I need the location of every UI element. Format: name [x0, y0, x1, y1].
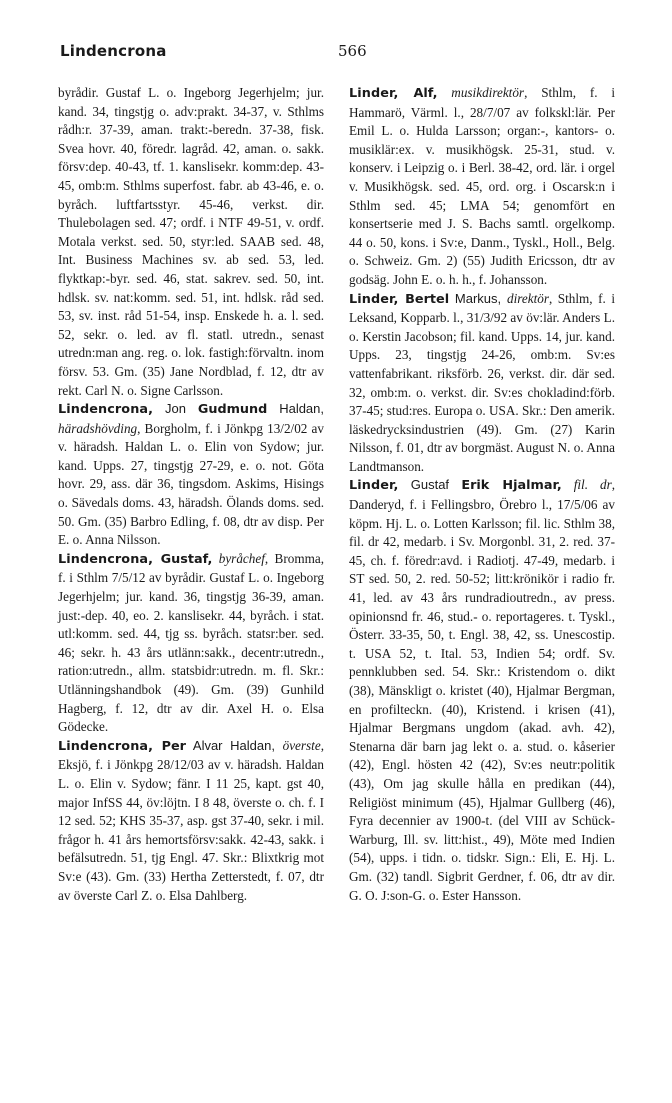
entry-linder-bertel: [349, 290, 615, 477]
entry-given-name-rest: Markus,: [449, 290, 507, 306]
entry-given-name-bold: Gudmund: [197, 402, 268, 418]
entry-given-name-bold: Bertel: [398, 291, 450, 307]
entry-text: , Eksjö, f. i Jönkpg 28/12/03 av v. häradsh. Haldan L. o. Elin v. Sydow; fänr. I 11 25, kapt. gst 40, major InfSS 44, öv:löjtn. I 8 48, överste o. ch. f. I 12 sed. 52; KHS 35-37, asp. gst 37-40, sekr. i mil. frågor h. 41 års hemortsförsv:sakk. 42-43, sakk. i befälsutredn. 51, tjg Engl. 47. Skr.: Blixtkrig mot Sv:e (43). Gm. (33) Hertha Zetterstedt, f. 07, dtr av överste Carl Z. o. Elsa Dahlberg.: [58, 737, 324, 903]
entry-lindencrona-jon-gudmund: [58, 400, 324, 550]
entry-title: häradshövding: [58, 420, 138, 436]
entry-surname: Lindencrona,: [58, 738, 154, 754]
entry-title: överste: [282, 737, 321, 753]
entry-given-name: Jon: [153, 401, 198, 417]
entry-given-name-bold: Gustaf,: [153, 551, 213, 567]
entry-text: , Borgholm, f. i Jönkpg 13/2/02 av v. häradsh. Haldan L. o. Elin von Sydow; jur. kand. Upps. 27, tingstjg 27-29, e. o. not. Göta hovr. 29, ass. där 36, tingsdom. Askims, Hisings o. Sävedals doms. 43, häradsh. Ölands doms. sed. 50. Gm. (35) Barbro Edling, f. 08, dtr av disp. Per E. o. Anna Nilsson.: [58, 420, 324, 548]
entry-title: direktör: [506, 290, 549, 306]
entry-surname: Linder,: [349, 291, 399, 307]
entry-text: , Danderyd, f. i Fellingsbro, Örebro l., 17/5/06 av köpm. Hj. L. o. Lotten Karlsson; fil. lic. Sthlm 38, fil. dr 42, medarb. i Sv. Morgonbl. 31, 2. red. 37-45, ch. f. föredr:avd. i Radiotj. 47-49, medarb. i ST sed. 50, 2. red. 50-52; litt:krönikör i radio fr. 41, led. av 43 års rundradioutredn., av press. opinionsnd fr. 46, stud.- o. reportageres. t. Tyskl., Österr. 33-35, 50, t. Engl. 38, 42, ss. Unescostip. t. USA 52, t. Ital. 53, Indien 54; ordf. Sv. pennklubben sed. 54. Skr.: Kristendom o. dikt (38), Mänskligt o. kristet (40), Hjalmar Bergman, en profilteckn. (40), Kristend. i krisen (41), Hjalmar Bergmans ungdom (akad. avh. 42), Stenarna där barn jag lekt o. a. stud. o. kåserier (42), Engl. hösten 42 (42), Sv:es neutr:politik (43), Om jag skulle hålla en predikan (44), Religiöst minimum (45), Hjalmar Gullberg (46), Fyra decennier av 1900-t. (del VIII av Schück-Warburg, Ill. sv. litt:hist., 49), Möte med Indien (54), upps. i tidn. o. tidskr. Sign.: Eli, E. Hj. L. Gm. (32) tandl. Sigbrit Gerdner, f. 06, dtr av dir. G. O. J:son-G. o. Ester Hansson.: [349, 477, 615, 903]
right-column: [349, 84, 615, 905]
entry-given-name: Gustaf: [398, 477, 462, 493]
entry-surname: Linder,: [349, 478, 399, 494]
running-head: Lindencrona: [60, 42, 167, 60]
entry-linder-gustaf-erik: [349, 476, 615, 905]
entry-text: , Bromma, f. i Sthlm 7/5/12 av byrådir. Gustaf L. o. Ingeborg Jegerhjelm; jur. kand. 36, tingstjg 36-39, aman. just:-dep. 40, eo. 2. kanslisekr. 44, byråch. i stat. utl:komm. sed. 44, tjg ss. byråch. statsr:ber. sed. 46; sekr. h. 43 års utlänn:sakk., decentr:utredn., ration:utredn., allm. statsbidr:utredn. m. fl. Skr.: Utlänningshandbok (49). Gm. (39) Gunhild Hagberg, f. 12, dtr av dir. Axel H. o. Elsa Gödecke.: [58, 550, 324, 735]
entry-text: , Sthlm, f. i Hammarö, Värml. l., 28/7/07 av folkskl:lär. Per Emil L. o. Hulda Larsson; organ:-, kantors- o. musiklär:ex. v. musikhögsk. 25-31, stud. v. konserv. i Leipzig o. i Berl. 38-42, ord. lär. i orgel v. Musikhögsk. sed. 45, ord. org. i Oscarsk:n i Sthlm sed. 45; LMA 54; genomfört en konsertserie med J. S. Bachs samtl. orgelkomp. 44 o. 50, kons. i Sv:e, Danm., Tyskl., Holl., Belg. o. Schweiz. Gm. 2) (55) Judith Ericsson, dtr av godsäg. John E. o. h. h., f. Johansson.: [349, 85, 615, 287]
entry-title: fil. dr: [561, 477, 612, 493]
entry-lindencrona-gustaf: [58, 550, 324, 737]
entry-lindencrona-per: [58, 737, 324, 905]
entry-linder-alf: [349, 84, 615, 290]
entry-surname: Lindencrona,: [58, 402, 154, 418]
page-header: [60, 42, 615, 66]
entry-continuation: [58, 84, 324, 400]
entry-text: byrådir. Gustaf L. o. Ingeborg Jegerhjelm; jur. kand. 34, tingstjg o. adv:prakt. 34-37, v. Sthlms rådh:r. 37-39, aman. trakt:-beredn. 37-38, fisk. Svea hovr. 40, föredr. lagråd. 42, aman. o. sakk. försv:dep. 40-43, tf. 1. kanslisekr. komm:dep. 43-45, omb:m. Sthlms superfost. fabr. ab 43-46, e. o. byråch. luftfartsstyr. 45-46, verkst. dir. Thulebolagen sed. 47; ordf. i NTF 49-51, v. ordf. Motala verkst. sed. 50, styr:led. SAAB sed. 48, Int. Business Machines sv. ab sed. 53, led. flyktkap:-byr. sed. 46, stat. sakrev. sed. 50, int. hdlsk. sv. nat:komm. sed. 51, int. hdlsk. råd sed. 53, sv. inst. råd 51-54, insp. Enskede h. a. l. sed. 52, sekr. o. led. av fl. statl. utredn., senast utredn:man ang. reg. o. lok. fastigh:förvaltn. inom försv. 53. Gm. (35) Jane Nordblad, f. 12, dtr av rekt. Carl N. o. Signe Carlsson.: [58, 85, 324, 398]
entry-surname: Lindencrona,: [58, 551, 154, 567]
entry-given-name-rest: Alvar Haldan,: [185, 737, 283, 753]
entry-given-name-bold: Alf,: [398, 86, 438, 101]
entry-title: byråchef: [212, 550, 265, 566]
left-column: [58, 84, 324, 905]
page-number: 566: [338, 42, 367, 60]
entry-given-name-bold: Erik Hjalmar,: [461, 478, 562, 494]
entry-given-name-rest: Haldan,: [267, 401, 325, 417]
entry-given-name-bold: Per: [153, 738, 186, 754]
entry-surname: Linder,: [349, 86, 399, 101]
entry-title: musikdirektör: [437, 85, 525, 100]
entry-text: , Sthlm, f. i Leksand, Kopparb. l., 31/3/92 av öv:lär. Anders L. o. Kerstin Jacobson; fil. kand. Upps. 14, jur. kand. Upps. 23, tingstjg 24-26, omb:m. Sv:es vattenfabrikant. riksförb. 26, verkst. dir. där sed. 32, omb:m. o. verkst. dir. Sv:es chokladind:förb. 37-45; stud:res. Europa o. USA. Skr.: Den amerik. läskedrycksindustrien (49). Gm. (27) Karin Nilsson, f. 01, dtr av borgmäst. August N. o. Anna Landtmanson.: [349, 290, 615, 474]
